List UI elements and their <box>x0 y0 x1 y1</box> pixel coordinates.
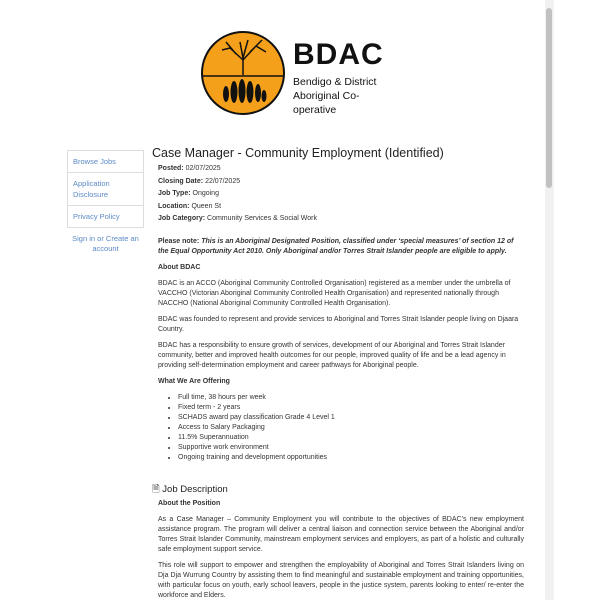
about-paragraph: BDAC was founded to represent and provide services to Aboriginal and Torres Strait Islander people living on Djaara Country. <box>158 315 519 333</box>
meta-closing-date: Closing Date: 22/07/2025 <box>158 177 241 185</box>
list-item: • Ongoing training and development opportunities <box>178 453 524 463</box>
job-description-heading: 🗎 Job Description <box>152 483 228 495</box>
about-paragraph: BDAC has a responsibility to ensure growth of services, development of our Aboriginal and Torres Strait Islander community, better and improved health outcomes for our people, improved quality of life and be a lead agency in providing self-determination employment and career pathways for Aboriginal people. <box>158 341 506 369</box>
file-icon: 🗎 <box>152 483 160 495</box>
sidebar-item-application-disclosure[interactable]: Application Disclosure <box>68 173 143 206</box>
position-heading: About the Position <box>158 499 221 507</box>
meta-job-category: Job Category: Community Services & Social Work <box>158 215 317 222</box>
list-item: • Access to Salary Packaging <box>178 423 524 433</box>
sidebar <box>67 150 144 254</box>
position-paragraph: This role will support to empower and strengthen the employability of Aboriginal and Torres Strait Islanders living on Dja Dja Wurrung Country by assisting them to find meaningful and sustainable employment and training opportunities, with particular focus on youth, early school leavers, people in the justice system, parents looking to enter/ re-enter the workforce and Elders. <box>158 561 524 599</box>
about-paragraph: BDAC is an ACCO (Aboriginal Community Controlled Organisation) registered as a member under the umbrella of VACCHO (Victorian Aboriginal Community Controlled Health Organisation) and represented nationally through NACCHO (National Aboriginal Community Controlled Health Organisation). <box>158 279 511 307</box>
bdac-logo <box>200 30 400 116</box>
meta-posted: Posted: 02/07/2025 <box>158 165 221 172</box>
job-meta <box>158 164 524 227</box>
meta-job-type: Job Type: Ongoing <box>158 190 219 197</box>
list-item: • Full time, 38 hours per week <box>178 393 524 403</box>
page-title: Case Manager - Community Employment (Identified) <box>152 146 444 160</box>
sidebar-item-privacy-policy[interactable]: Privacy Policy <box>73 212 120 221</box>
offering-heading: What We Are Offering <box>158 377 230 385</box>
list-item: • 11.5% Superannuation <box>178 433 524 443</box>
scrollbar-thumb[interactable] <box>546 8 552 188</box>
signin-link[interactable]: Sign in or Create an account <box>72 234 139 253</box>
logo-title: BDAC <box>293 38 384 71</box>
job-detail <box>152 148 524 607</box>
list-item: • Supportive work environment <box>178 443 524 453</box>
logo-subtitle <box>293 75 400 117</box>
list-item: • SCHADS award pay classification Grade 4 Level 1 <box>178 413 524 423</box>
meta-location: Location: Queen St <box>158 202 222 210</box>
sidebar-nav <box>67 150 144 228</box>
eligibility-note: Please note: This is an Aboriginal Designated Position, classified under ‘special measures’ of section 12 of the Equal Opportunity Act 2010. Only Aboriginal and/or Torres Strait Islander people are eligible to apply. <box>158 237 514 255</box>
logo-line-2: Aboriginal Co-operative <box>293 90 360 116</box>
scrollbar[interactable] <box>545 0 554 600</box>
logo-emblem-icon <box>200 30 286 116</box>
about-heading: About BDAC <box>158 263 201 271</box>
offering-list <box>158 393 524 463</box>
position-paragraph: As a Case Manager – Community Employment you will contribute to the objectives of BDAC’s new employment assistance program. The program will deliver a central liaison and connection service between the Aboriginal and/or Torres Strait Islander Community, mainstream employment services and employers, as part of a holistic and culturally safe employment support service. <box>158 515 524 553</box>
sidebar-item-browse-jobs[interactable]: Browse Jobs <box>68 151 143 173</box>
logo-line-1: Bendigo & District <box>293 76 377 88</box>
list-item: • Fixed term - 2 years <box>178 403 524 413</box>
